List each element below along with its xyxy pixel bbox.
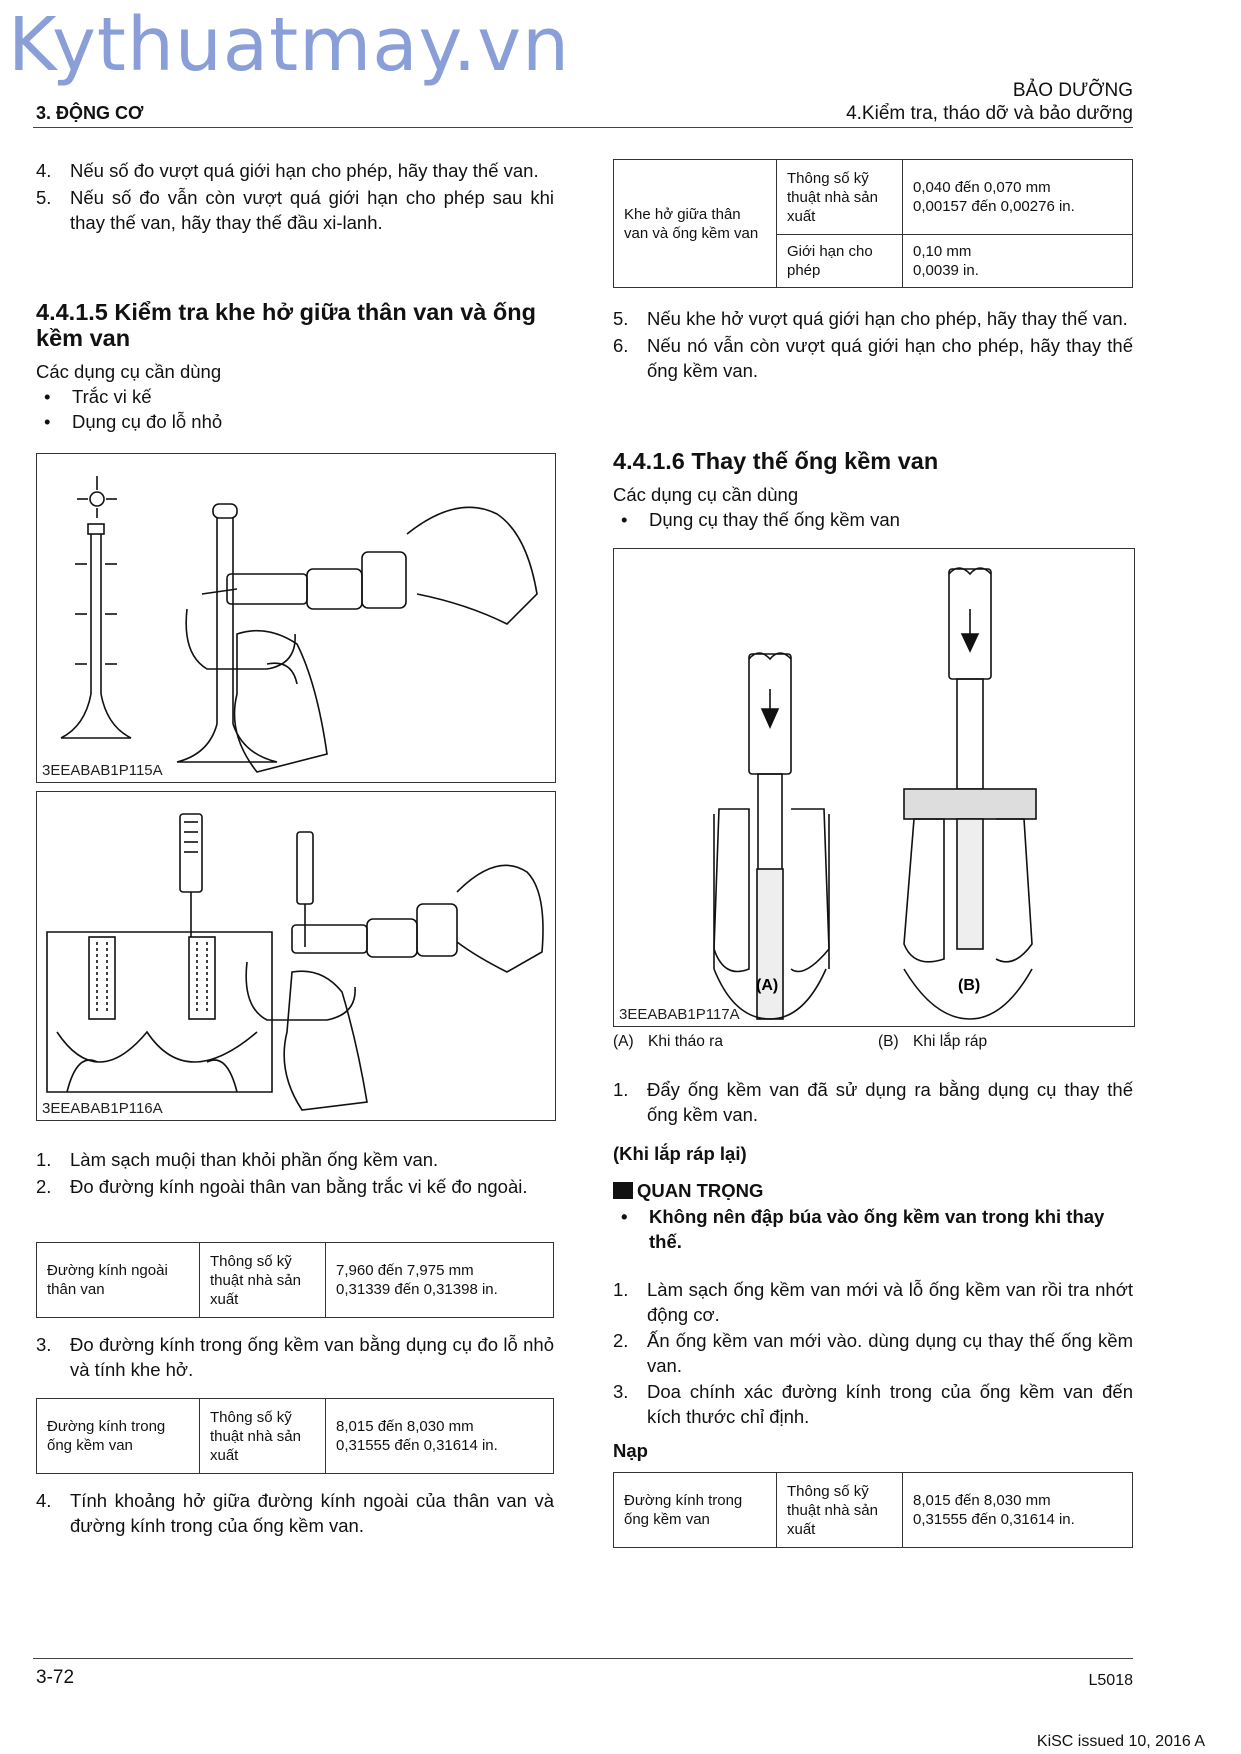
subsection-title: 4.Kiểm tra, tháo dỡ và bảo dưỡng (846, 103, 1133, 124)
list-item: 1. Làm sạch ống kềm van mới và lỗ ống kềm van rồi tra nhớt động cơ. (613, 1279, 1133, 1325)
chapter-title: 3. ĐỘNG CƠ (36, 103, 144, 123)
table-cell-spec: Thông số kỹ thuật nhà sản xuất (200, 1243, 326, 1318)
list-item: 6. Nếu nó vẫn còn vượt quá giới hạn cho phép, hãy thay thế ống kềm van. (613, 335, 1133, 381)
footer-rule (33, 1658, 1133, 1659)
reassembly-heading: (Khi lắp ráp lại) (613, 1143, 747, 1164)
figure-label-b: (B) (958, 977, 981, 994)
list-item: 1. Đẩy ống kềm van đã sử dụng ra bằng dụng cụ thay thế ống kềm van. (613, 1079, 1133, 1125)
intake-heading: Nạp (613, 1440, 648, 1461)
right-steps2 (613, 1277, 1133, 1429)
important-note: • Không nên đập búa vào ống kềm van trong khi thay thế. (621, 1206, 1105, 1252)
list-item: 2. Đo đường kính ngoài thân van bằng trắc vi kế đo ngoài. (36, 1176, 528, 1197)
table-cell-name: Khe hở giữa thân van và ống kềm van (614, 160, 777, 288)
left-step4 (36, 1488, 554, 1538)
figure-guide-replacement (613, 548, 1135, 1027)
table-cell-value: 0,040 đến 0,070 mm 0,00157 đến 0,00276 in. (903, 160, 1133, 235)
list-item: • Dụng cụ thay thế ống kềm van (621, 509, 900, 530)
header-rule (33, 127, 1133, 128)
spec-table-outer-diameter (36, 1242, 554, 1318)
left-steps (36, 1147, 554, 1199)
important-heading: QUAN TRỌNG (613, 1178, 1133, 1203)
figure-label-a: (A) (756, 977, 779, 994)
figure-bore-gauge (36, 791, 556, 1121)
page-number: 3-72 (36, 1667, 75, 1688)
important-square-icon (613, 1182, 633, 1199)
list-item: • Trắc vi kế (44, 386, 152, 407)
figure-valve-micrometer (36, 453, 556, 783)
caption-a-key: (A) (613, 1033, 634, 1050)
tools-label: Các dụng cụ cần dùng (36, 361, 222, 382)
table-cell-value: 8,015 đến 8,030 mm 0,31555 đến 0,31614 in. (326, 1399, 554, 1474)
table-cell-limit: Giới hạn cho phép (777, 235, 903, 288)
table-cell-spec: Thông số kỹ thuật nhà sản xuất (777, 160, 903, 235)
caption-a: Khi tháo ra (648, 1033, 723, 1050)
list-item: 4. Nếu số đo vượt quá giới hạn cho phép, hãy thay thế van. (36, 160, 539, 181)
right-section (613, 448, 1133, 532)
table-cell-name: Đường kính ngoài thân van (37, 1243, 200, 1318)
caption-b-key: (B) (878, 1033, 899, 1050)
model-code: L5018 (1088, 1672, 1133, 1689)
section-heading: 4.4.1.5 Kiểm tra khe hở giữa thân van và ống kềm van (36, 299, 536, 351)
list-item: 5. Nếu số đo vẫn còn vượt quá giới hạn cho phép sau khi thay thế van, hãy thay thế đầu xi-lanh. (36, 187, 554, 233)
section-heading: 4.4.1.6 Thay thế ống kềm van (613, 448, 939, 474)
spec-table-clearance (613, 159, 1133, 288)
table-cell-value: 8,015 đến 8,030 mm 0,31555 đến 0,31614 in. (903, 1473, 1133, 1548)
spec-table-guide-inner-diameter (36, 1398, 554, 1474)
table-cell-name: Đường kính trong ống kềm van (614, 1473, 777, 1548)
watermark-logo: Kythuatmay.vn (8, 2, 571, 88)
table-cell-spec: Thông số kỹ thuật nhà sản xuất (777, 1473, 903, 1548)
caption-b: Khi lắp ráp (913, 1033, 988, 1050)
important-block (613, 1178, 1133, 1254)
issue-info: KiSC issued 10, 2016 A (1036, 1733, 1205, 1750)
figure-code: 3EEABAB1P117A (619, 1006, 740, 1023)
table-cell-spec: Thông số kỹ thuật nhà sản xuất (200, 1399, 326, 1474)
list-item: 2. Ấn ống kềm van mới vào. dùng dụng cụ thay thế ống kềm van. (613, 1330, 1133, 1376)
section-title: BẢO DƯỠNG (1012, 80, 1133, 101)
spec-table-intake-guide (613, 1472, 1133, 1548)
figure-code: 3EEABAB1P116A (42, 1100, 163, 1117)
table-cell-value: 7,960 đến 7,975 mm 0,31339 đến 0,31398 in. (326, 1243, 554, 1318)
table-cell-name: Đường kính trong ống kềm van (37, 1399, 200, 1474)
figure-code: 3EEABAB1P115A (42, 762, 163, 779)
list-item: 3. Đo đường kính trong ống kềm van bằng dụng cụ đo lỗ nhỏ và tính khe hở. (36, 1334, 554, 1380)
list-item: • Dụng cụ đo lỗ nhỏ (44, 411, 223, 432)
table-cell-value: 0,10 mm 0,0039 in. (903, 235, 1133, 288)
list-item: 3. Doa chính xác đường kính trong của ống kềm van đến kích thước chỉ định. (613, 1381, 1133, 1427)
valve-micrometer-illustration (37, 454, 555, 782)
guide-replacement-illustration (614, 549, 1134, 1026)
tools-label: Các dụng cụ cần dùng (613, 484, 799, 505)
left-section (36, 299, 554, 434)
left-top-list (36, 158, 554, 235)
list-item: 5. Nếu khe hở vượt quá giới hạn cho phép, hãy thay thế van. (613, 308, 1128, 329)
bore-gauge-illustration (37, 792, 555, 1120)
left-step3 (36, 1332, 554, 1382)
list-item: 4. Tính khoảng hở giữa đường kính ngoài của thân van và đường kính trong của ống kềm van. (36, 1490, 554, 1536)
right-top-list (613, 306, 1133, 383)
list-item: 1. Làm sạch muội than khỏi phần ống kềm van. (36, 1149, 439, 1170)
right-step1 (613, 1077, 1133, 1127)
